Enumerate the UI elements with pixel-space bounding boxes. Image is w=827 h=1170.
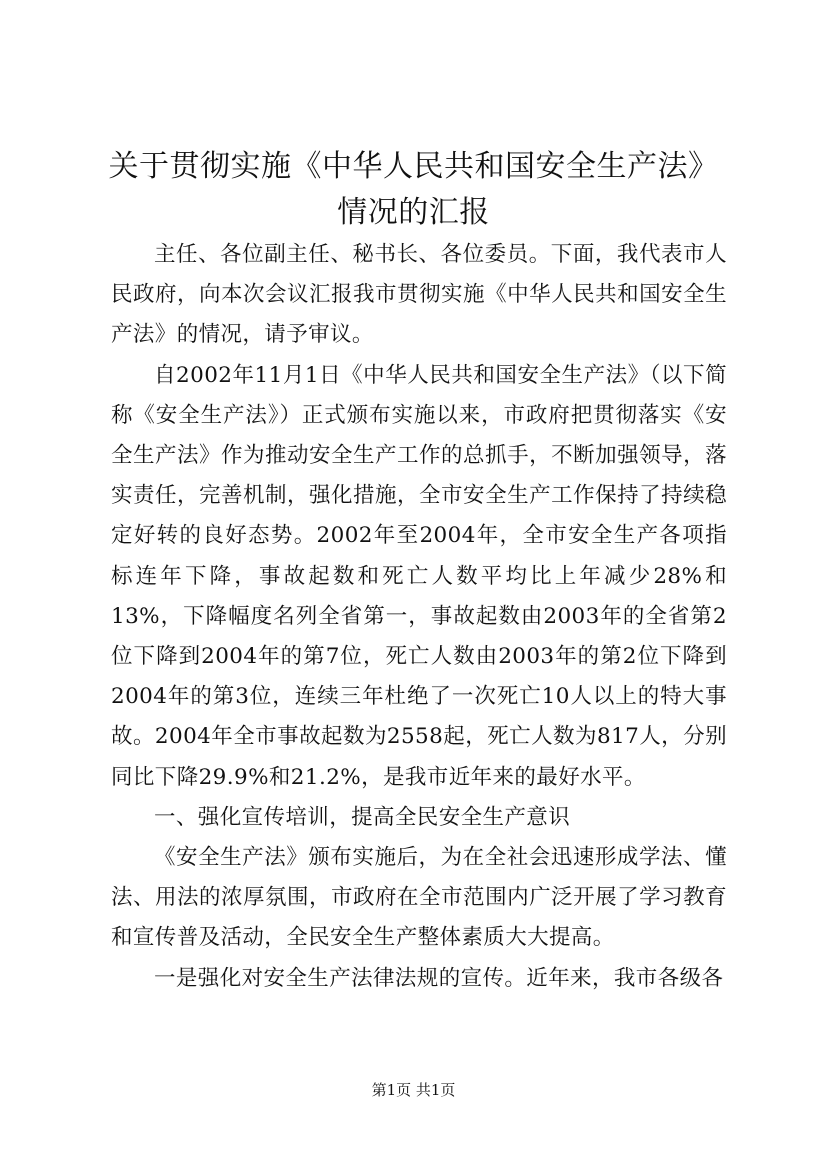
document-title-line2: 情况的汇报 — [337, 195, 490, 230]
document-title-line1: 关于贯彻实施《中华人民共和国安全生产法》 — [108, 149, 719, 184]
paragraph-intro: 主任、各位副主任、秘书长、各位委员。下面，我代表市人民政府，向本次会议汇报我市贯彻实施《中华人民共和国安全生产法》的情况，请予审议。 — [111, 242, 727, 348]
section-heading-1: 一、强化宣传培训，提高全民安全生产意识 — [154, 804, 571, 830]
page-footer: 第1页 共1页 — [371, 1081, 456, 1099]
paragraph-item-1: 一是强化对安全生产法律法规的宣传。近年来，我市各级各 — [154, 965, 724, 991]
paragraph-overview: 自2002年11月1日《中华人民共和国安全生产法》（以下简称《安全生产法》）正式颁布实施以来，市政府把贯彻落实《安全生产法》作为推动安全生产工作的总抓手，不断加强领导，落实责任，完善机制，强化措施，全市安全生产工作保持了持续稳定好转的良好态势。2002年至2004年，全市安全生产各项指标连年下降，事故起数和死亡人数平均比上年减少28%和13%，下降幅度名列全省第一，事故起数由2003年的全省第2位下降到2004年的第7位，死亡人数由2003年的第2位下降到2004年的第3位，连续三年杜绝了一次死亡10人以上的特大事故。2004年全市事故起数为2558起，死亡人数为817人，分别同比下降29.9%和21.2%，是我市近年来的最好水平。 — [111, 362, 727, 790]
paragraph-section-1: 《安全生产法》颁布实施后，为在全社会迅速形成学法、懂法、用法的浓厚氛围，市政府在全市范围内广泛开展了学习教育和宣传普及活动，全民安全生产整体素质大大提高。 — [111, 845, 727, 951]
document-body — [111, 235, 727, 999]
